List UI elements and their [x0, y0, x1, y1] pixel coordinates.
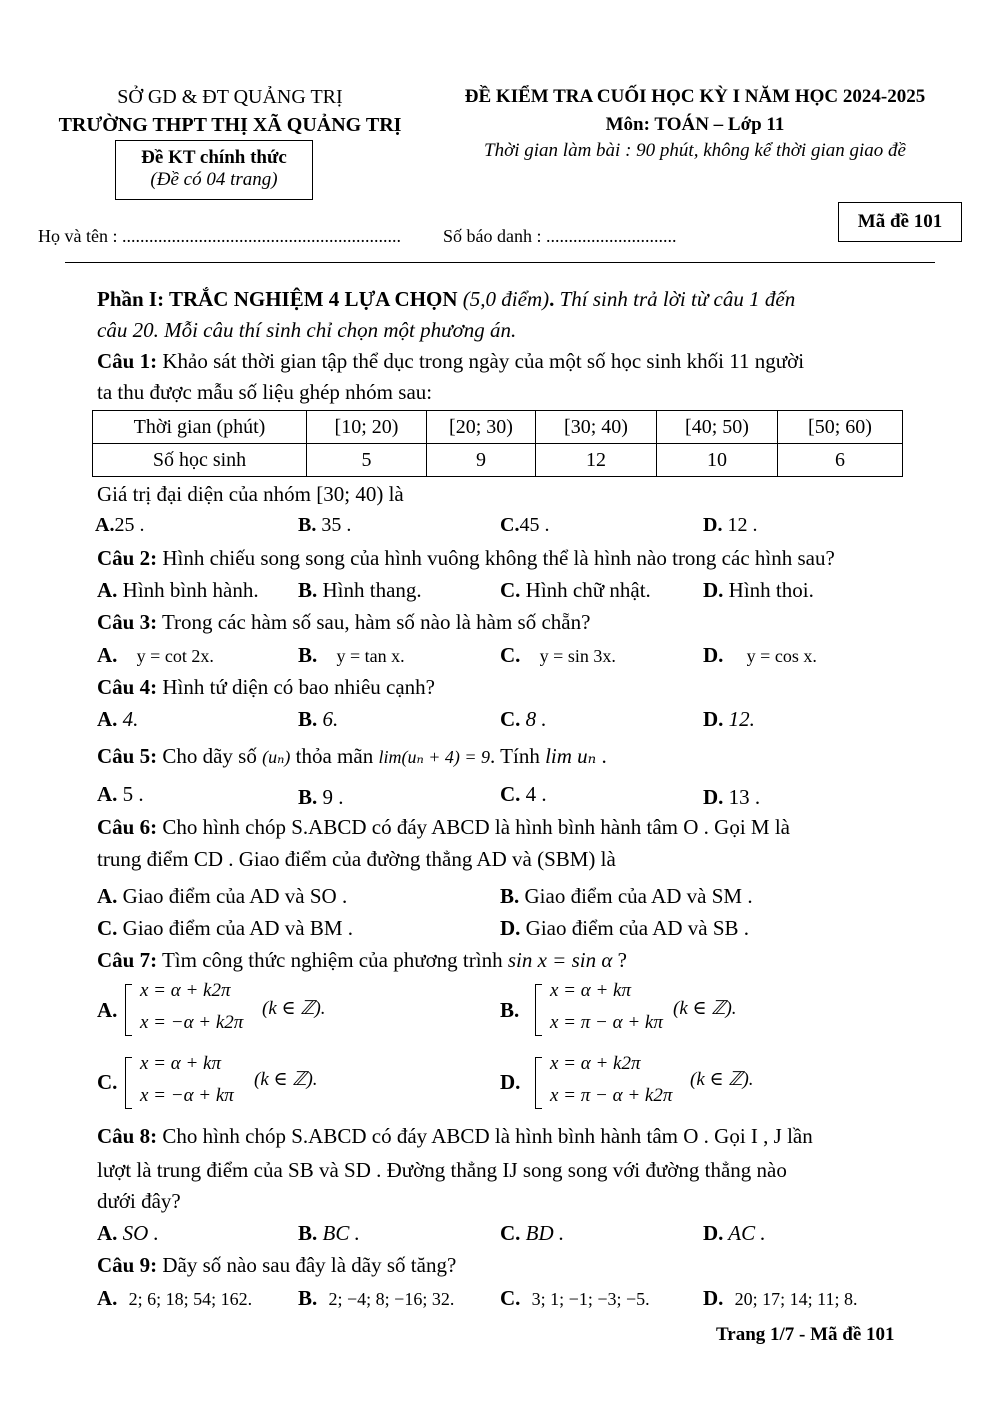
system-bracket: [125, 984, 132, 1036]
school-name: TRƯỜNG THPT THỊ XÃ QUẢNG TRỊ: [58, 114, 402, 136]
q5-text-3: . Tính: [490, 744, 546, 768]
q7-d-line2: x = π − α + k2π: [550, 1085, 673, 1106]
option-text: 2; −4; 8; −16; 32.: [328, 1289, 455, 1309]
q9-label: Câu 9:: [97, 1253, 158, 1277]
q6-label: Câu 6:: [97, 815, 158, 839]
q9-option-c[interactable]: [500, 1286, 650, 1311]
part1-dot: .: [549, 287, 555, 311]
option-label: C.: [500, 514, 520, 536]
q1-line1: [97, 349, 804, 374]
option-label: A.: [97, 782, 118, 806]
option-text: Giao điểm của AD và SM .: [519, 884, 753, 908]
q7-c-line1: x = α + kπ: [140, 1053, 222, 1074]
option-label: D.: [500, 916, 521, 940]
table-cell: Số học sinh: [93, 444, 307, 477]
page-footer: Trang 1/7 - Mã đề 101: [716, 1324, 895, 1345]
q9-option-b[interactable]: [298, 1286, 454, 1311]
option-label: A.: [97, 707, 118, 731]
option-label: A.: [97, 643, 118, 667]
option-label: D.: [703, 1221, 724, 1245]
q7-a-line2: x = −α + k2π: [140, 1012, 244, 1033]
q2-text: Hình chiếu song song của hình vuông không thể là hình nào trong các hình sau?: [157, 546, 835, 570]
option-label: B.: [298, 1286, 318, 1310]
option-text: 2; 6; 18; 54; 162.: [128, 1289, 253, 1309]
q5-label: Câu 5:: [97, 744, 158, 768]
q7-c-line2: x = −α + kπ: [140, 1085, 234, 1106]
q2-option-c[interactable]: [500, 578, 651, 603]
part1-points: (5,0 điểm): [457, 287, 550, 311]
option-label: D.: [703, 578, 724, 602]
option-text: BC .: [317, 1221, 360, 1245]
option-text: BD .: [520, 1221, 565, 1245]
q5-text-4: .: [596, 744, 607, 768]
table-cell: [20; 30): [427, 411, 536, 444]
option-text: 4.: [117, 707, 139, 731]
q6-line2: trung điểm CD . Giao điểm của đường thẳng AD và (SBM) là: [97, 847, 616, 871]
q6-option-a[interactable]: [97, 884, 347, 909]
option-text: Hình chữ nhật.: [520, 578, 651, 602]
q1-option-d[interactable]: [703, 514, 757, 537]
q6-option-d[interactable]: [500, 916, 749, 941]
option-text: 13 .: [723, 785, 761, 809]
q6-option-b[interactable]: [500, 884, 753, 909]
q5-text-2: thỏa mãn: [290, 744, 379, 768]
q1-option-c[interactable]: [500, 514, 549, 537]
part1-heading: [97, 287, 795, 312]
q8-option-b[interactable]: [298, 1221, 360, 1246]
official-label: Đề KT chính thức: [141, 147, 287, 168]
system-bracket: [535, 984, 542, 1036]
option-label: C.: [500, 707, 521, 731]
q8-line1: [97, 1124, 813, 1149]
q7-a-condition: (k ∈ ℤ).: [262, 998, 326, 1019]
q5-option-b[interactable]: [298, 785, 344, 810]
q3-line: [97, 610, 590, 635]
option-text: SO .: [117, 1221, 159, 1245]
q1-option-b[interactable]: [298, 514, 351, 537]
option-label: D.: [703, 643, 724, 667]
q1-label: Câu 1:: [97, 349, 158, 373]
q1-option-a[interactable]: [95, 514, 144, 537]
time-note: Thời gian làm bài : 90 phút, không kể thời gian giao đề: [484, 140, 906, 161]
department-name: SỞ GD & ĐT QUẢNG TRỊ: [117, 86, 343, 108]
option-label: A.: [97, 1286, 118, 1310]
option-label: B.: [298, 643, 318, 667]
header-divider: [65, 262, 935, 263]
q7-d-condition: (k ∈ ℤ).: [690, 1069, 754, 1090]
q3-option-b[interactable]: [298, 643, 405, 668]
student-id-field: Số báo danh : .............................: [443, 226, 677, 246]
q8-line3: dưới đây?: [97, 1189, 181, 1213]
exam-code: Mã đề 101: [857, 211, 943, 232]
q4-line: [97, 675, 435, 700]
q7-c-condition: (k ∈ ℤ).: [254, 1069, 318, 1090]
option-label: B.: [298, 707, 318, 731]
frequency-table: [92, 410, 903, 477]
option-label: B.: [298, 514, 317, 536]
option-label: D.: [703, 514, 723, 536]
q9-text: Dãy số nào sau đây là dãy số tăng?: [157, 1253, 457, 1277]
q9-line: [97, 1253, 456, 1278]
q7-label: Câu 7:: [97, 948, 158, 972]
q7-end: ?: [612, 948, 627, 972]
table-cell: [50; 60): [778, 411, 903, 444]
q8-option-a[interactable]: [97, 1221, 159, 1246]
option-text: Hình thoi.: [723, 578, 814, 602]
exam-code-box: [838, 202, 962, 242]
option-text: 20; 17; 14; 11; 8.: [734, 1289, 858, 1309]
q5-target: lim uₙ: [545, 744, 597, 768]
q7-text: Tìm công thức nghiệm của phương trình: [157, 948, 508, 972]
q8-text: Cho hình chóp S.ABCD có đáy ABCD là hình bình hành tâm O . Gọi I , J lần: [157, 1124, 813, 1148]
q1-question: Giá trị đại diện của nhóm [30; 40) là: [97, 482, 404, 506]
q7-line: [97, 948, 627, 973]
q4-label: Câu 4:: [97, 675, 158, 699]
exam-title: ĐỀ KIỂM TRA CUỐI HỌC KỲ I NĂM HỌC 2024-2025: [464, 86, 926, 107]
q8-label: Câu 8:: [97, 1124, 158, 1148]
q6-line1: [97, 815, 790, 840]
q6-text: Cho hình chóp S.ABCD có đáy ABCD là hình bình hành tâm O . Gọi M là: [157, 815, 790, 839]
q5-option-d[interactable]: [703, 785, 760, 810]
q4-option-b[interactable]: [298, 707, 338, 732]
q7-b-line1: x = α + kπ: [550, 980, 632, 1001]
table-cell: [30; 40): [536, 411, 657, 444]
student-name-field: Họ và tên : ..............................................................: [38, 226, 401, 246]
option-text: Giao điểm của AD và SB .: [520, 916, 750, 940]
q7-option-c-label[interactable]: C.: [97, 1070, 118, 1094]
q3-option-c[interactable]: [500, 643, 616, 668]
q8-line2: lượt là trung điểm của SB và SD . Đường thẳng IJ song song với đường thẳng nào: [97, 1158, 787, 1182]
option-text: AC .: [723, 1221, 766, 1245]
q7-b-condition: (k ∈ ℤ).: [673, 998, 737, 1019]
option-text: 12 .: [722, 514, 758, 536]
option-formula: y = sin 3x.: [539, 646, 616, 666]
option-text: 35 .: [316, 514, 352, 536]
part1-instruction-line2: câu 20. Mỗi câu thí sinh chỉ chọn một phương án.: [97, 318, 517, 342]
option-label: C.: [500, 1221, 521, 1245]
option-label: C.: [500, 782, 521, 806]
option-label: B.: [298, 785, 318, 809]
option-label: A.: [97, 884, 118, 908]
q9-option-a[interactable]: [97, 1286, 252, 1311]
option-formula: y = tan x.: [336, 646, 405, 666]
table-cell: 5: [307, 444, 427, 477]
q4-option-c[interactable]: [500, 707, 547, 732]
option-text: 8 .: [520, 707, 547, 731]
option-formula: y = cos x.: [746, 646, 817, 666]
part1-title: Phần I: TRẮC NGHIỆM 4 LỰA CHỌN: [97, 287, 458, 311]
table-row: [93, 411, 903, 444]
system-bracket: [535, 1057, 542, 1109]
q1-text: Khảo sát thời gian tập thể dục trong ngày của một số học sinh khối 11 người: [157, 349, 805, 373]
option-label: D.: [703, 1286, 724, 1310]
q3-option-d[interactable]: [703, 643, 817, 668]
table-cell: 10: [657, 444, 778, 477]
option-label: B.: [500, 884, 520, 908]
option-text: 12.: [723, 707, 755, 731]
q5-text-1: Cho dãy số: [157, 744, 263, 768]
q5-line: [97, 744, 607, 769]
q7-d-line1: x = α + k2π: [550, 1053, 641, 1074]
table-cell: 6: [778, 444, 903, 477]
option-text: Giao điểm của AD và BM .: [117, 916, 354, 940]
q2-option-a[interactable]: [97, 578, 259, 603]
official-exam-box: [115, 140, 313, 200]
q5-option-c[interactable]: [500, 782, 547, 807]
q4-option-d[interactable]: [703, 707, 755, 732]
q2-option-b[interactable]: [298, 578, 422, 603]
q8-option-c[interactable]: [500, 1221, 564, 1246]
q7-option-a-label[interactable]: A.: [97, 998, 118, 1022]
table-cell: [40; 50): [657, 411, 778, 444]
table-cell: 12: [536, 444, 657, 477]
q1-line2: ta thu được mẫu số liệu ghép nhóm sau:: [97, 380, 433, 404]
table-cell: [10; 20): [307, 411, 427, 444]
q2-label: Câu 2:: [97, 546, 158, 570]
q3-label: Câu 3:: [97, 610, 158, 634]
q7-option-b-label[interactable]: B.: [500, 998, 520, 1022]
option-label: C.: [500, 643, 521, 667]
option-text: 3; 1; −1; −3; −5.: [531, 1289, 650, 1309]
table-row: [93, 444, 903, 477]
option-text: 4 .: [520, 782, 547, 806]
q7-b-line2: x = π − α + kπ: [550, 1012, 663, 1033]
q7-option-d-label[interactable]: D.: [500, 1070, 521, 1094]
option-label: A.: [95, 514, 115, 536]
q2-line: [97, 546, 835, 571]
option-text: 25 .: [114, 514, 145, 536]
q5-option-a[interactable]: [97, 782, 144, 807]
table-cell: Thời gian (phút): [93, 411, 307, 444]
q7-a-line1: x = α + k2π: [140, 980, 231, 1001]
q2-option-d[interactable]: [703, 578, 814, 603]
q4-option-a[interactable]: [97, 707, 138, 732]
page-count-note: (Đề có 04 trang): [150, 169, 278, 190]
option-label: D.: [703, 785, 724, 809]
system-bracket: [125, 1057, 132, 1109]
option-formula: y = cot 2x.: [136, 646, 214, 666]
option-text: 45 .: [519, 514, 550, 536]
option-label: A.: [97, 1221, 118, 1245]
option-label: B.: [298, 578, 318, 602]
q6-option-c[interactable]: [97, 916, 353, 941]
q7-equation: sin x = sin α: [507, 948, 613, 972]
table-cell: 9: [427, 444, 536, 477]
part1-instruction: Thí sinh trả lời từ câu 1 đến: [554, 287, 796, 311]
option-label: C.: [500, 578, 521, 602]
option-text: 5 .: [117, 782, 144, 806]
option-text: Giao điểm của AD và SO .: [117, 884, 348, 908]
subject-line: Môn: TOÁN – Lớp 11: [605, 114, 785, 135]
option-label: B.: [298, 1221, 318, 1245]
q5-condition: lim(uₙ + 4) = 9: [378, 747, 491, 767]
q8-option-d[interactable]: [703, 1221, 766, 1246]
option-text: Hình bình hành.: [117, 578, 259, 602]
option-label: A.: [97, 578, 118, 602]
option-label: C.: [500, 1286, 521, 1310]
q4-text: Hình tứ diện có bao nhiêu cạnh?: [157, 675, 435, 699]
q9-option-d[interactable]: [703, 1286, 858, 1311]
option-label: C.: [97, 916, 118, 940]
q5-sequence: (uₙ): [262, 747, 291, 767]
option-label: D.: [703, 707, 724, 731]
option-text: 6.: [317, 707, 339, 731]
option-text: Hình thang.: [317, 578, 422, 602]
q3-text: Trong các hàm số sau, hàm số nào là hàm số chẵn?: [157, 610, 591, 634]
option-text: 9 .: [317, 785, 344, 809]
q3-option-a[interactable]: [97, 643, 214, 668]
